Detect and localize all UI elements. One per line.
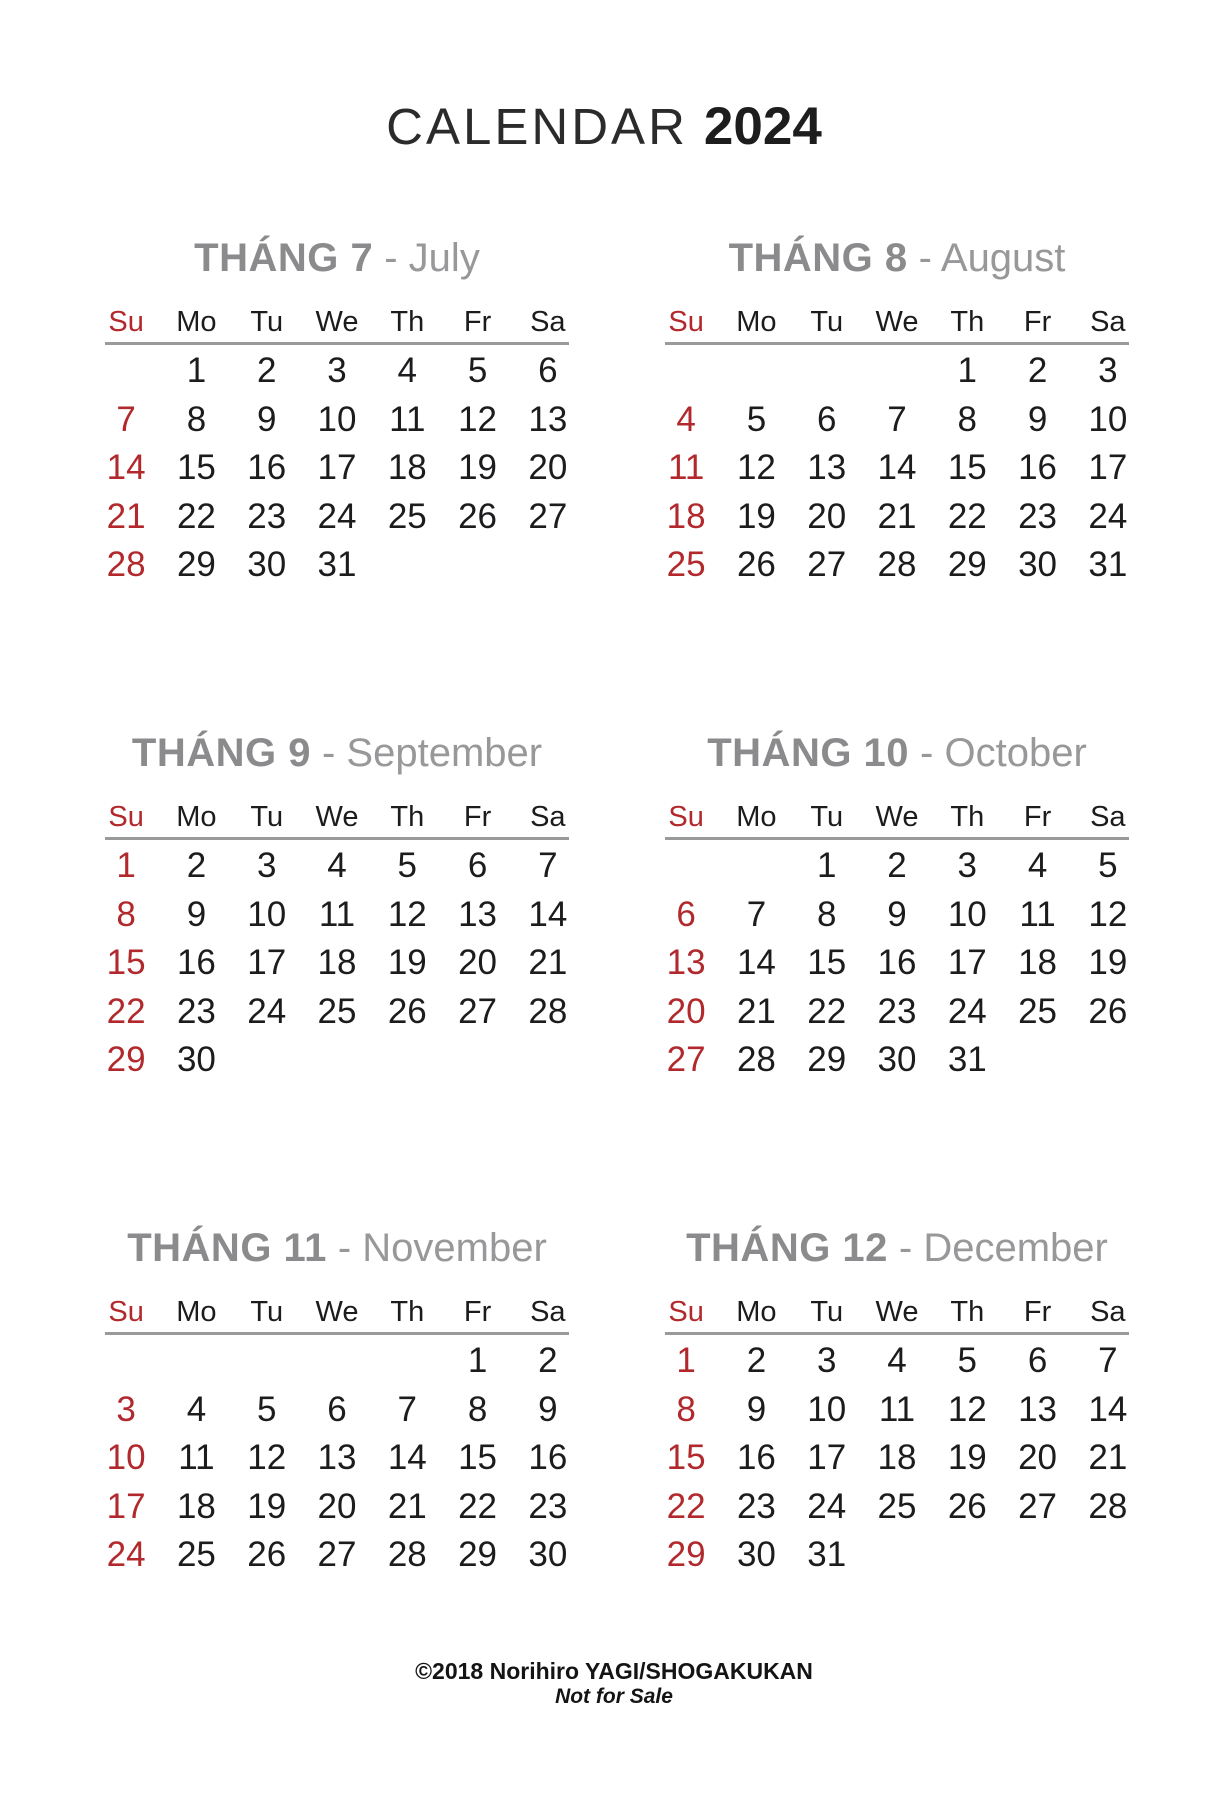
- day-cell: 18: [1018, 943, 1058, 983]
- day-cell: 10: [1088, 399, 1128, 439]
- day-cell: 29: [106, 1040, 146, 1080]
- day-cell: 28: [106, 545, 146, 585]
- day-cell: [792, 347, 862, 396]
- month-title-en: - July: [384, 235, 480, 280]
- day-cell: 1: [116, 846, 136, 886]
- day-cell: 22: [458, 1486, 498, 1526]
- day-cell: 23: [176, 991, 216, 1031]
- weekday-label: We: [875, 800, 919, 833]
- days-grid: [651, 842, 1143, 1085]
- weekday-label: Sa: [1090, 305, 1126, 338]
- day-cell: 30: [1018, 545, 1058, 585]
- day-cell: 17: [106, 1486, 146, 1526]
- day-cell: [862, 1531, 932, 1580]
- day-cell: 26: [1088, 991, 1128, 1031]
- not-for-sale-text: Not for Sale: [555, 1685, 673, 1708]
- day-cell: [232, 1036, 302, 1085]
- weekday-label: Th: [390, 1295, 425, 1328]
- day-cell: 6: [816, 399, 837, 439]
- weekday-divider-line: [105, 342, 569, 345]
- day-cell: 2: [256, 351, 277, 391]
- day-cell: 9: [538, 1389, 558, 1429]
- day-cell: 9: [746, 1389, 767, 1429]
- day-cell: 13: [528, 399, 568, 439]
- day-cell: 24: [947, 991, 987, 1031]
- day-cell: 2: [186, 846, 207, 886]
- weekday-label: Mo: [736, 800, 777, 833]
- day-cell: 11: [389, 399, 426, 439]
- day-cell: 8: [676, 1389, 696, 1429]
- day-cell: 24: [807, 1486, 847, 1526]
- day-cell: 29: [947, 545, 987, 585]
- day-cell: [442, 541, 512, 590]
- day-cell: 1: [467, 1341, 488, 1381]
- day-cell: 25: [387, 496, 427, 536]
- days-grid: [91, 347, 583, 590]
- day-cell: 12: [387, 894, 427, 934]
- month-title-vi: THÁNG 12: [686, 1225, 888, 1270]
- days-grid: [91, 1337, 583, 1580]
- day-cell: 21: [528, 943, 568, 983]
- title-calendar-text: CALENDAR: [386, 98, 688, 155]
- day-cell: 7: [887, 399, 907, 439]
- day-cell: 27: [1018, 1486, 1058, 1526]
- day-cell: 2: [746, 1341, 767, 1381]
- month-title: [91, 721, 583, 785]
- day-cell: 17: [807, 1438, 847, 1478]
- weekday-label: Tu: [810, 800, 844, 833]
- day-cell: 5: [397, 846, 418, 886]
- weekday-label: Su: [108, 800, 144, 833]
- day-cell: 31: [947, 1040, 987, 1080]
- day-cell: 4: [1027, 846, 1048, 886]
- days-grid: [651, 347, 1143, 590]
- day-cell: 3: [816, 1341, 837, 1381]
- day-cell: 26: [247, 1535, 287, 1575]
- day-cell: 30: [528, 1535, 568, 1575]
- month-title-en: - September: [321, 730, 543, 775]
- weekday-label: Sa: [530, 1295, 566, 1328]
- day-cell: 16: [736, 1438, 776, 1478]
- weekday-header-row: [651, 298, 1143, 346]
- day-cell: 13: [666, 943, 706, 983]
- month-title-vi: THÁNG 10: [707, 730, 910, 775]
- day-cell: [232, 1337, 302, 1386]
- day-cell: 20: [1018, 1438, 1058, 1478]
- day-cell: 12: [458, 399, 498, 439]
- day-cell: [1002, 1531, 1072, 1580]
- day-cell: [372, 1036, 442, 1085]
- day-cell: 28: [736, 1040, 776, 1080]
- day-cell: 16: [247, 448, 287, 488]
- day-cell: [372, 1337, 442, 1386]
- weekday-label: Tu: [250, 1295, 284, 1328]
- day-cell: 13: [317, 1438, 357, 1478]
- day-cell: [302, 1337, 372, 1386]
- month-title: [651, 1216, 1143, 1280]
- weekday-label: We: [875, 305, 919, 338]
- day-cell: 13: [807, 448, 847, 488]
- day-cell: 11: [1019, 894, 1056, 934]
- month-title: [651, 226, 1143, 290]
- day-cell: 14: [1088, 1389, 1128, 1429]
- month-title-vi: THÁNG 7: [194, 235, 374, 280]
- day-cell: 3: [256, 846, 277, 886]
- day-cell: [932, 1531, 1002, 1580]
- weekday-label: Th: [950, 1295, 985, 1328]
- day-cell: 15: [106, 943, 146, 983]
- day-cell: [91, 347, 161, 396]
- day-cell: 17: [1088, 448, 1128, 488]
- day-cell: 18: [877, 1438, 917, 1478]
- day-cell: [651, 842, 721, 891]
- day-cell: 10: [807, 1389, 847, 1429]
- weekday-label: Mo: [176, 1295, 217, 1328]
- day-cell: 10: [106, 1438, 146, 1478]
- day-cell: 28: [877, 545, 917, 585]
- weekday-label: Tu: [810, 305, 844, 338]
- day-cell: 12: [247, 1438, 287, 1478]
- weekday-label: Su: [668, 800, 704, 833]
- weekday-label: Th: [950, 305, 985, 338]
- day-cell: 1: [816, 846, 837, 886]
- day-cell: 2: [887, 846, 907, 886]
- month-title-en: - October: [920, 730, 1087, 775]
- day-cell: 15: [947, 448, 987, 488]
- day-cell: 25: [666, 545, 706, 585]
- day-cell: 8: [116, 894, 136, 934]
- day-cell: 30: [736, 1535, 776, 1575]
- footer: [0, 1658, 1228, 1709]
- day-cell: 21: [387, 1486, 427, 1526]
- day-cell: [1002, 1036, 1072, 1085]
- day-cell: 31: [1088, 545, 1128, 585]
- day-cell: 3: [116, 1389, 136, 1429]
- weekday-header-row: [91, 793, 583, 841]
- weekday-divider-line: [665, 342, 1129, 345]
- weekday-label: Mo: [176, 800, 217, 833]
- day-cell: 9: [887, 894, 907, 934]
- weekday-label: Su: [108, 305, 144, 338]
- day-cell: 3: [327, 351, 347, 391]
- day-cell: [721, 347, 791, 396]
- day-cell: [862, 347, 932, 396]
- weekday-label: Fr: [463, 800, 492, 833]
- day-cell: 22: [807, 991, 847, 1031]
- day-cell: 16: [877, 943, 917, 983]
- day-cell: [91, 1337, 161, 1386]
- day-cell: 30: [877, 1040, 917, 1080]
- day-cell: 20: [528, 448, 568, 488]
- day-cell: 23: [877, 991, 917, 1031]
- day-cell: 2: [1027, 351, 1048, 391]
- day-cell: 7: [746, 894, 767, 934]
- day-cell: 5: [467, 351, 488, 391]
- weekday-label: Tu: [250, 305, 284, 338]
- weekday-label: Sa: [1090, 1295, 1126, 1328]
- day-cell: [1073, 1036, 1143, 1085]
- day-cell: 17: [247, 943, 287, 983]
- weekday-label: Fr: [463, 1295, 492, 1328]
- day-cell: 22: [947, 496, 987, 536]
- day-cell: 11: [878, 1389, 916, 1429]
- day-cell: 17: [947, 943, 987, 983]
- day-cell: [161, 1337, 231, 1386]
- day-cell: 12: [947, 1389, 987, 1429]
- day-cell: 23: [1018, 496, 1058, 536]
- weekday-label: Fr: [1023, 800, 1052, 833]
- day-cell: 14: [106, 448, 146, 488]
- month-title: [91, 1216, 583, 1280]
- day-cell: 9: [256, 399, 277, 439]
- day-cell: 18: [387, 448, 427, 488]
- day-cell: 21: [877, 496, 917, 536]
- weekday-header-row: [91, 1288, 583, 1336]
- day-cell: 6: [538, 351, 558, 391]
- month-title-en: - August: [918, 235, 1066, 280]
- weekday-divider-line: [665, 1332, 1129, 1335]
- day-cell: 14: [877, 448, 917, 488]
- page-title: [0, 96, 1208, 160]
- weekday-label: We: [315, 1295, 359, 1328]
- copyright-text: ©2018 Norihiro YAGI/SHOGAKUKAN: [415, 1658, 813, 1684]
- weekday-label: We: [875, 1295, 919, 1328]
- day-cell: 25: [877, 1486, 917, 1526]
- day-cell: 16: [528, 1438, 568, 1478]
- day-cell: 5: [957, 1341, 978, 1381]
- day-cell: 5: [1098, 846, 1118, 886]
- day-cell: 1: [186, 351, 207, 391]
- day-cell: 7: [397, 1389, 418, 1429]
- day-cell: [513, 1036, 583, 1085]
- days-grid: [91, 842, 583, 1085]
- month-title-vi: THÁNG 9: [131, 730, 311, 775]
- day-cell: 25: [1018, 991, 1058, 1031]
- day-cell: 26: [947, 1486, 987, 1526]
- days-grid: [651, 1337, 1143, 1580]
- day-cell: 6: [1027, 1341, 1048, 1381]
- day-cell: 21: [736, 991, 776, 1031]
- day-cell: 27: [807, 545, 847, 585]
- month-title-vi: THÁNG 8: [728, 235, 908, 280]
- day-cell: 22: [666, 1486, 706, 1526]
- day-cell: 7: [1098, 1341, 1118, 1381]
- day-cell: 8: [957, 399, 978, 439]
- weekday-header-row: [651, 793, 1143, 841]
- day-cell: 23: [247, 496, 287, 536]
- weekday-label: Fr: [1023, 305, 1052, 338]
- day-cell: 28: [1088, 1486, 1128, 1526]
- day-cell: 29: [666, 1535, 706, 1575]
- day-cell: [302, 1036, 372, 1085]
- weekday-label: Sa: [530, 800, 566, 833]
- day-cell: 24: [106, 1535, 146, 1575]
- day-cell: 10: [247, 894, 287, 934]
- day-cell: 13: [458, 894, 498, 934]
- weekday-label: Su: [668, 1295, 704, 1328]
- title-year-text: 2024: [703, 97, 822, 156]
- day-cell: 19: [736, 496, 776, 536]
- day-cell: 19: [458, 448, 498, 488]
- day-cell: 15: [176, 448, 216, 488]
- day-cell: 11: [178, 1438, 215, 1478]
- day-cell: 15: [666, 1438, 706, 1478]
- day-cell: 24: [1088, 496, 1128, 536]
- day-cell: 19: [247, 1486, 287, 1526]
- day-cell: 7: [538, 846, 558, 886]
- day-cell: 6: [676, 894, 696, 934]
- day-cell: 27: [528, 496, 568, 536]
- weekday-label: Th: [390, 800, 425, 833]
- day-cell: 13: [1018, 1389, 1058, 1429]
- weekday-divider-line: [105, 1332, 569, 1335]
- day-cell: 19: [947, 1438, 987, 1478]
- day-cell: 24: [247, 991, 287, 1031]
- day-cell: 26: [387, 991, 427, 1031]
- day-cell: 16: [176, 943, 216, 983]
- day-cell: 29: [458, 1535, 498, 1575]
- day-cell: 14: [528, 894, 568, 934]
- day-cell: 28: [528, 991, 568, 1031]
- day-cell: 29: [176, 545, 216, 585]
- day-cell: 28: [387, 1535, 427, 1575]
- day-cell: 19: [387, 943, 427, 983]
- day-cell: 20: [666, 991, 706, 1031]
- weekday-header-row: [651, 1288, 1143, 1336]
- day-cell: [651, 347, 721, 396]
- day-cell: 1: [957, 351, 978, 391]
- weekday-label: Fr: [463, 305, 492, 338]
- day-cell: 25: [317, 991, 357, 1031]
- day-cell: 4: [327, 846, 347, 886]
- day-cell: 25: [176, 1535, 216, 1575]
- weekday-label: Su: [668, 305, 704, 338]
- day-cell: 31: [807, 1535, 847, 1575]
- day-cell: 31: [317, 545, 357, 585]
- day-cell: [1073, 1531, 1143, 1580]
- weekday-label: Th: [390, 305, 425, 338]
- day-cell: 19: [1088, 943, 1128, 983]
- day-cell: 26: [736, 545, 776, 585]
- day-cell: 27: [317, 1535, 357, 1575]
- day-cell: 7: [116, 399, 136, 439]
- day-cell: 18: [317, 943, 357, 983]
- day-cell: 21: [1088, 1438, 1128, 1478]
- month-title: [91, 226, 583, 290]
- day-cell: 3: [957, 846, 978, 886]
- day-cell: 10: [947, 894, 987, 934]
- day-cell: [721, 842, 791, 891]
- day-cell: 27: [458, 991, 498, 1031]
- month-title-en: - December: [898, 1225, 1108, 1270]
- day-cell: 11: [318, 894, 356, 934]
- day-cell: [442, 1036, 512, 1085]
- day-cell: 20: [458, 943, 498, 983]
- day-cell: 22: [176, 496, 216, 536]
- weekday-label: Mo: [736, 305, 777, 338]
- day-cell: 6: [327, 1389, 347, 1429]
- day-cell: 4: [676, 399, 696, 439]
- day-cell: 4: [887, 1341, 907, 1381]
- weekday-divider-line: [105, 837, 569, 840]
- weekday-label: Mo: [176, 305, 217, 338]
- weekday-divider-line: [665, 837, 1129, 840]
- day-cell: 29: [807, 1040, 847, 1080]
- day-cell: 9: [186, 894, 207, 934]
- day-cell: 6: [467, 846, 488, 886]
- day-cell: 2: [538, 1341, 558, 1381]
- day-cell: 3: [1098, 351, 1118, 391]
- day-cell: 20: [807, 496, 847, 536]
- day-cell: [513, 541, 583, 590]
- day-cell: 10: [317, 399, 357, 439]
- weekday-label: We: [315, 800, 359, 833]
- day-cell: 30: [247, 545, 287, 585]
- day-cell: 14: [736, 943, 776, 983]
- day-cell: 17: [317, 448, 357, 488]
- weekday-label: Sa: [1090, 800, 1126, 833]
- day-cell: 5: [256, 1389, 277, 1429]
- day-cell: 15: [807, 943, 847, 983]
- weekday-label: Th: [950, 800, 985, 833]
- day-cell: 8: [467, 1389, 488, 1429]
- day-cell: 11: [667, 448, 705, 488]
- day-cell: 14: [387, 1438, 427, 1478]
- day-cell: 23: [528, 1486, 568, 1526]
- day-cell: 16: [1018, 448, 1058, 488]
- day-cell: 26: [458, 496, 498, 536]
- day-cell: [372, 541, 442, 590]
- weekday-header-row: [91, 298, 583, 346]
- day-cell: 12: [1088, 894, 1128, 934]
- day-cell: 1: [676, 1341, 696, 1381]
- day-cell: 9: [1027, 399, 1048, 439]
- day-cell: 23: [736, 1486, 776, 1526]
- day-cell: 8: [186, 399, 207, 439]
- weekday-label: Su: [108, 1295, 144, 1328]
- day-cell: 22: [106, 991, 146, 1031]
- day-cell: 24: [317, 496, 357, 536]
- day-cell: 15: [458, 1438, 498, 1478]
- day-cell: 4: [397, 351, 418, 391]
- day-cell: 27: [666, 1040, 706, 1080]
- weekday-label: We: [315, 305, 359, 338]
- day-cell: 12: [736, 448, 776, 488]
- day-cell: 30: [176, 1040, 216, 1080]
- weekday-label: Tu: [810, 1295, 844, 1328]
- day-cell: 18: [176, 1486, 216, 1526]
- weekday-label: Tu: [250, 800, 284, 833]
- day-cell: 21: [106, 496, 146, 536]
- day-cell: 4: [186, 1389, 207, 1429]
- weekday-label: Fr: [1023, 1295, 1052, 1328]
- month-title-en: - November: [337, 1225, 547, 1270]
- day-cell: 8: [816, 894, 837, 934]
- weekday-label: Mo: [736, 1295, 777, 1328]
- weekday-label: Sa: [530, 305, 566, 338]
- month-title-vi: THÁNG 11: [127, 1225, 327, 1270]
- month-title: [651, 721, 1143, 785]
- day-cell: 18: [666, 496, 706, 536]
- day-cell: 5: [746, 399, 767, 439]
- day-cell: 20: [317, 1486, 357, 1526]
